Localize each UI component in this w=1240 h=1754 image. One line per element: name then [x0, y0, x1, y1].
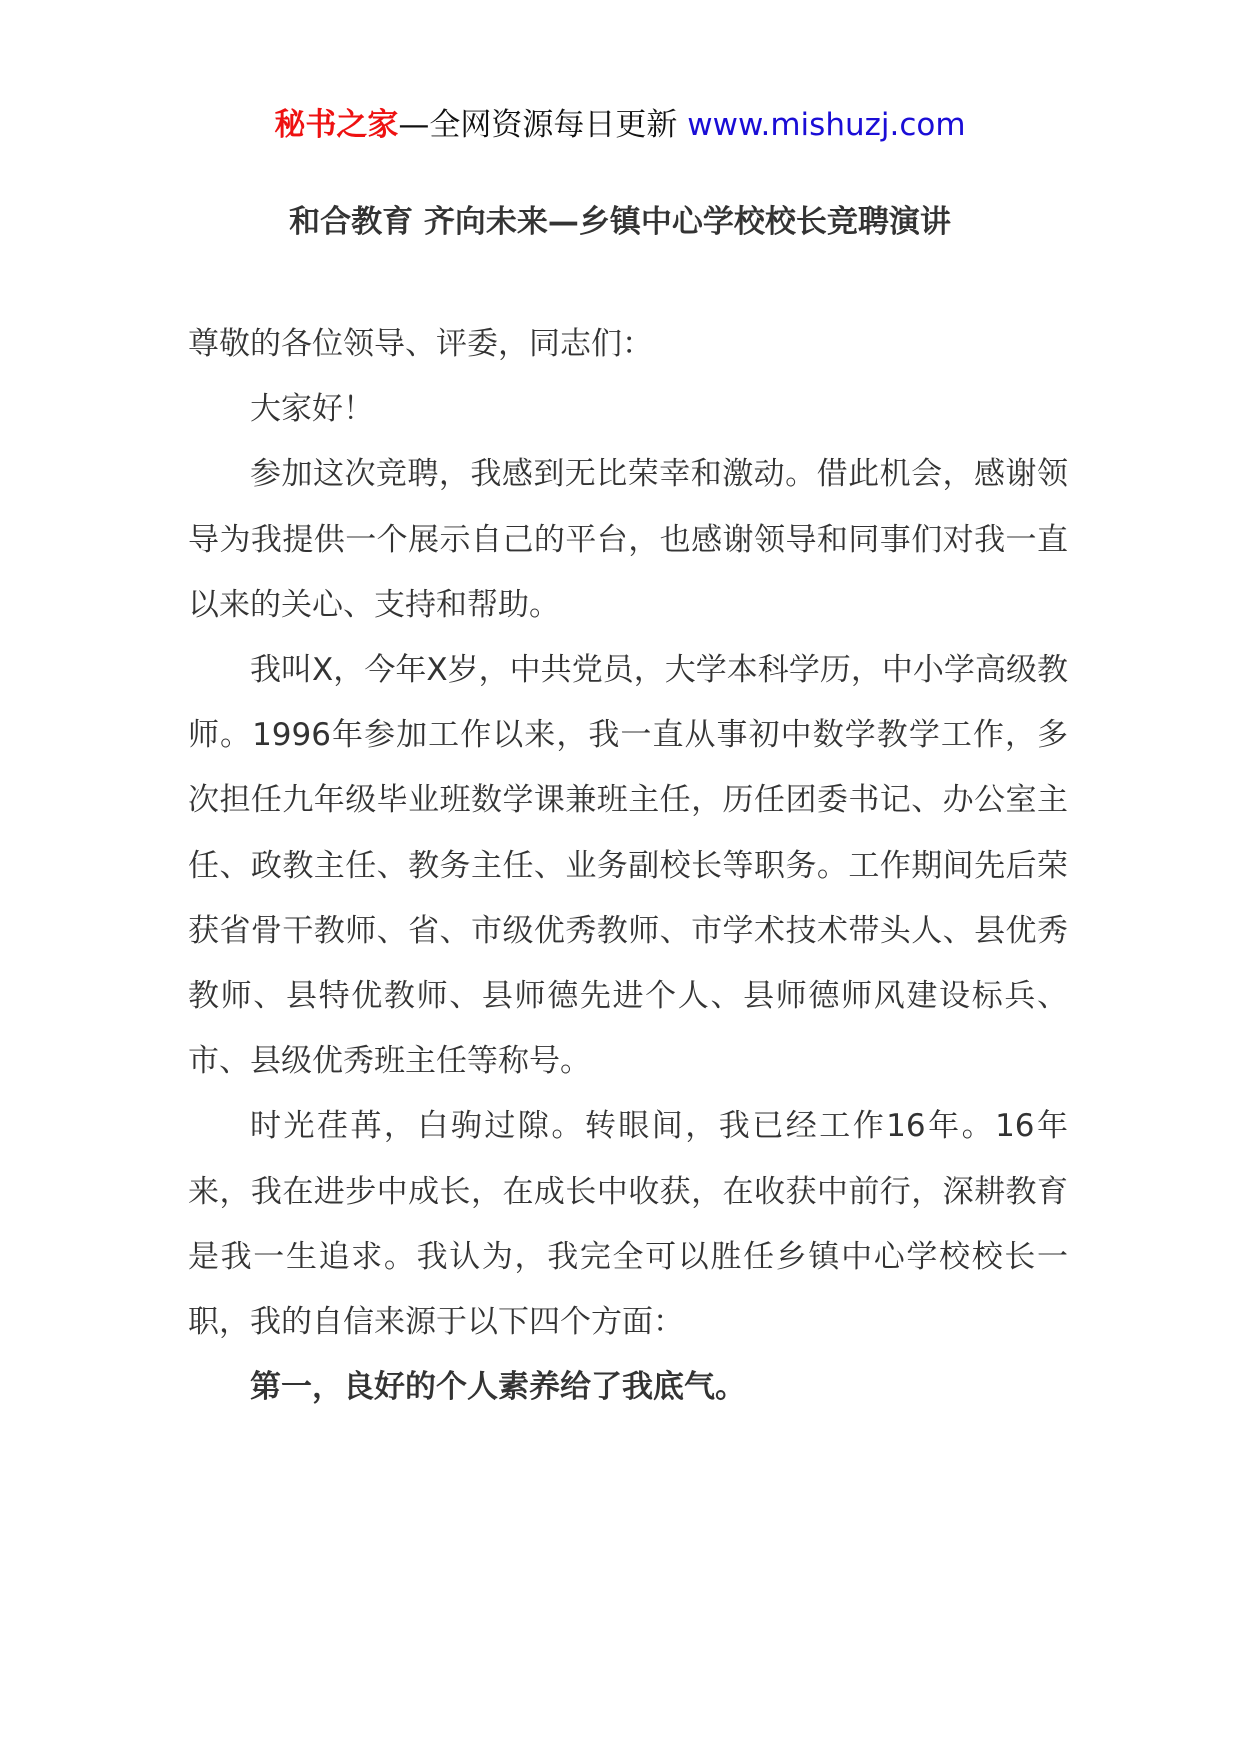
header-slogan: —全网资源每日更新	[398, 107, 678, 143]
paragraph-greeting: 大家好！	[250, 391, 374, 428]
site-header	[0, 103, 1240, 147]
section-heading: 第一，良好的个人素养给了我底气。	[250, 1369, 746, 1406]
paragraph-thanks: 参加这次竞聘，我感到无比荣幸和激动。借此机会，感谢领导为我提供一个展示自己的平台，也感谢领导和同事们对我一直以来的关心、支持和帮助。	[188, 456, 1068, 623]
brand-link[interactable]: 秘书之家	[274, 107, 399, 143]
paragraph-introduction: 我叫X，今年X岁，中共党员，大学本科学历，中小学高级教师。1996年参加工作以来，我一直从事初中数学教学工作，多次担任九年级毕业班数学课兼班主任，历任团委书记、办公室主任、政教主任、教务主任、业务副校长等职务。工作期间先后荣获省骨干教师、省、市级优秀教师、市学术技术带头人、县优秀教师、县特优教师、县师德先进个人、县师德师风建设标兵、市、县级优秀班主任等称号。	[188, 652, 1068, 1080]
document-title: 和合教育 齐向未来—乡镇中心学校校长竞聘演讲	[289, 204, 951, 240]
document-body	[188, 312, 1068, 1420]
paragraph-confidence: 时光荏苒，白驹过隙。转眼间，我已经工作16年。16年来，我在进步中成长，在成长中收获，在收获中前行，深耕教育是我一生追求。我认为，我完全可以胜任乡镇中心学校校长一职，我的自信来源于以下四个方面：	[188, 1108, 1068, 1341]
salutation: 尊敬的各位领导、评委，同志们：	[188, 326, 653, 362]
site-url-link[interactable]: www.mishuzj.com	[687, 107, 966, 143]
